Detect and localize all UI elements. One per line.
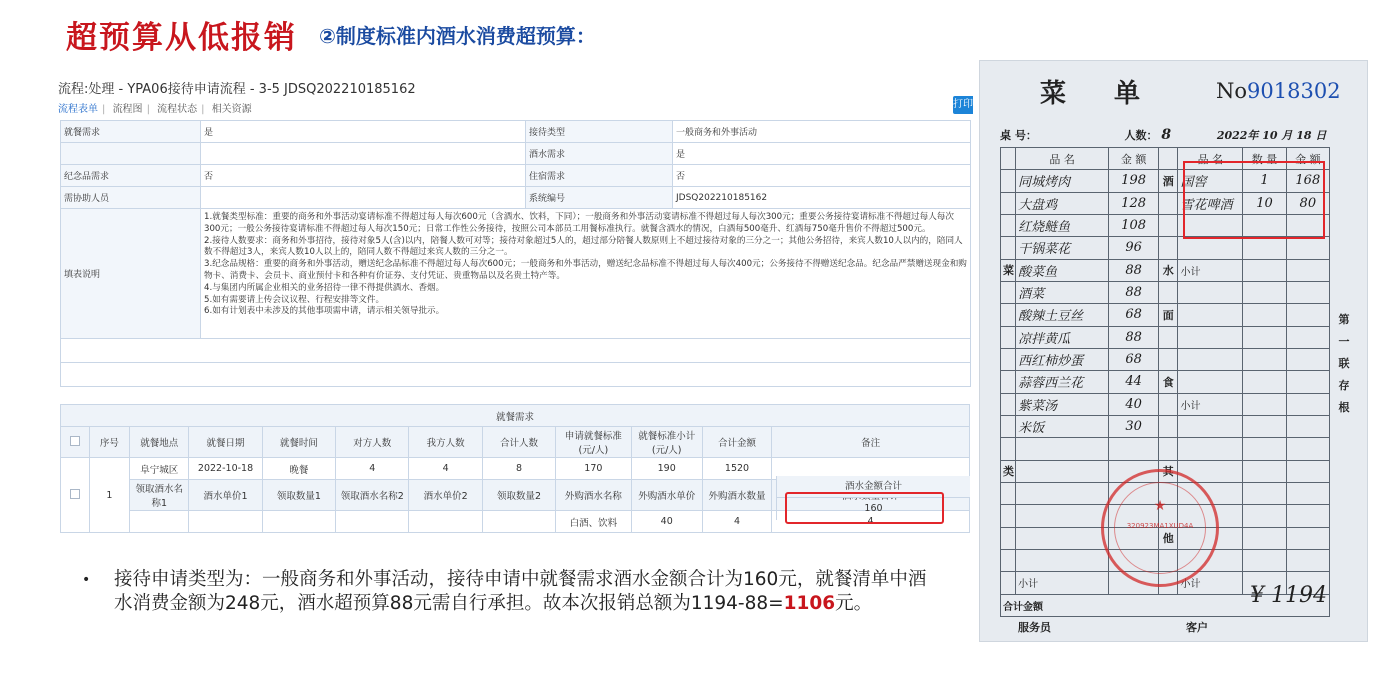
sub-header: 外购酒水数量 bbox=[702, 480, 771, 511]
cell-ext-name: 白酒、饮料 bbox=[556, 511, 631, 533]
sub-header: 外购酒水单价 bbox=[631, 480, 702, 511]
workflow-title: 流程:处理 - YPA06接待申请流程 - 3-5 JDSQ202210185162 bbox=[58, 82, 416, 97]
cell-ext-qty: 4 bbox=[702, 511, 771, 533]
amount-total-value: 160 bbox=[864, 503, 883, 514]
slide-header bbox=[66, 14, 596, 54]
dining-need-value: 是 bbox=[201, 121, 526, 143]
sub-header: 领取酒水名称1 bbox=[130, 480, 189, 511]
customer-label: 客户 bbox=[1186, 621, 1208, 634]
explanation-bullet bbox=[82, 568, 942, 616]
sys-no-value: JDSQ202210185162 bbox=[673, 187, 971, 209]
workflow-tabs: 流程表单 | 流程图 | 流程状态 | 相关资源 bbox=[58, 100, 256, 115]
sub-header: 酒水金额合计 bbox=[777, 476, 970, 498]
row-checkbox[interactable] bbox=[70, 489, 80, 499]
receipt-header-line: 桌 号： 人数： 8 2022年 10 月 18 日 bbox=[1000, 127, 1327, 143]
col-header: 申请就餐标准(元/人) bbox=[556, 427, 631, 458]
highlight-amount: 1106 bbox=[783, 593, 836, 614]
assist-value bbox=[201, 187, 526, 209]
col-header: 合计人数 bbox=[482, 427, 555, 458]
meal-caption: 就餐需求 bbox=[61, 405, 970, 427]
print-button[interactable]: 打印 bbox=[953, 96, 973, 114]
amount-total-cell bbox=[776, 476, 970, 520]
desc-line: 5.如有需要请上传会议议程、行程安排等文件。 bbox=[204, 294, 385, 305]
row-index: 1 bbox=[89, 458, 130, 533]
cell-date: 2022-10-18 bbox=[189, 458, 262, 480]
cell-place: 阜宁城区 bbox=[130, 458, 189, 480]
col-header: 序号 bbox=[89, 427, 130, 458]
sub-header: 领取数量1 bbox=[262, 480, 335, 511]
tab-resources[interactable]: 相关资源 bbox=[211, 104, 252, 115]
assist-label: 需协助人员 bbox=[61, 187, 201, 209]
drinks-highlight-box bbox=[1183, 161, 1325, 239]
col-header: 就餐标准小计(元/人) bbox=[631, 427, 702, 458]
souvenir-need-value: 否 bbox=[201, 165, 526, 187]
cell-time: 晚餐 bbox=[262, 458, 335, 480]
col-header: 对方人数 bbox=[336, 427, 409, 458]
desc-line: 1.就餐类型标准：重要的商务和外事活动宴请标准不得超过每人每次600元（含酒水、饮料，下同）；一般商务和外事活动宴请标准不得超过每人每次300元；重要公务接待宴请标准不得超过每人每次300元；一般公务接待宴请标准不得超过每人每次150元；日常工作性公务接待，按照公司本部员工用餐标准执行。就餐含酒水的情况，白酒每500毫升、红酒每750毫升售价不得超过500元。 bbox=[204, 212, 954, 234]
tab-flowchart[interactable]: 流程图 bbox=[112, 104, 143, 115]
amount-total-value-wrap bbox=[777, 498, 970, 520]
desc-line: 6.如有计划表中未涉及的其他事项需申请，请示相关领导批示。 bbox=[204, 306, 445, 317]
col-header: 就餐日期 bbox=[189, 427, 262, 458]
tab-status[interactable]: 流程状态 bbox=[157, 104, 198, 115]
reception-type-label: 接待类型 bbox=[526, 121, 673, 143]
sub-header: 酒水单价2 bbox=[409, 480, 482, 511]
slide-subtitle: ②制度标准内酒水消费超预算： bbox=[319, 23, 596, 48]
cell-hosts: 4 bbox=[409, 458, 482, 480]
desc-label: 填表说明 bbox=[61, 209, 201, 339]
workflow-screenshot bbox=[58, 74, 973, 544]
bullet-dot: • bbox=[82, 572, 91, 588]
lodging-need-value: 否 bbox=[673, 165, 971, 187]
cell-std-subtotal: 190 bbox=[631, 458, 702, 480]
dining-need-label: 就餐需求 bbox=[61, 121, 201, 143]
cell-std: 170 bbox=[556, 458, 631, 480]
highlight-box bbox=[785, 492, 944, 524]
cell-total-people: 8 bbox=[482, 458, 555, 480]
sub-header: 领取酒水名称2 bbox=[336, 480, 409, 511]
slide-title: 超预算从低报销 bbox=[66, 19, 297, 56]
receipt-grid: 品 名 金 额 品 名 数 量 金 额 同城烤肉 198 酒 国窖 1 168 大盘鸡 128 雪花啤酒 10 80 红烧鲢鱼 108 干锅菜花 96 菜 酸菜鱼 88 水 小计 酒菜 88 酸辣土豆丝 68 面 凉拌黄瓜 88 西红柿炒蛋 68 蒜蓉西兰花 44 食 紫菜汤 40 小计 米饭 30 类 其 他 小计 小计 合计金额 bbox=[1000, 147, 1330, 617]
col-header: 合计金额 bbox=[702, 427, 771, 458]
select-all-checkbox[interactable] bbox=[70, 436, 80, 446]
application-form bbox=[60, 120, 971, 387]
tab-form[interactable]: 流程表单 bbox=[58, 104, 98, 115]
reception-type-value: 一般商务和外事活动 bbox=[673, 121, 971, 143]
sub-header: 领取数量2 bbox=[482, 480, 555, 511]
desc-text bbox=[201, 209, 971, 339]
receipt-photo bbox=[979, 60, 1368, 642]
souvenir-need-label: 纪念品需求 bbox=[61, 165, 201, 187]
cell-amount: 1520 bbox=[702, 458, 771, 480]
desc-line: 4.与集团内所属企业相关的业务招待一律不得提供酒水、香烟。 bbox=[204, 282, 445, 293]
cell-guests: 4 bbox=[336, 458, 409, 480]
sub-header: 酒水单价1 bbox=[189, 480, 262, 511]
sys-no-label: 系统编号 bbox=[526, 187, 673, 209]
col-header: 我方人数 bbox=[409, 427, 482, 458]
cell-qty-total: 4 bbox=[772, 511, 970, 533]
bullet-text: 接待申请类型为：一般商务和外事活动，接待申请中就餐需求酒水金额合计为160元，就餐清单中酒水消费金额为248元，酒水超预算88元需自行承担。故本次报销总额为1194-88=1106元。 bbox=[114, 569, 927, 614]
invoice-stamp: ★ 320923MA1XUD4A bbox=[1101, 469, 1219, 587]
col-header: 就餐时间 bbox=[262, 427, 335, 458]
sub-header: 外购酒水名称 bbox=[556, 480, 631, 511]
receipt-number: No9018302 bbox=[1216, 79, 1341, 103]
receipt-title: 菜单 bbox=[1040, 79, 1189, 109]
lodging-need-label: 住宿需求 bbox=[526, 165, 673, 187]
receipt-stub: 第 一 联 存 根 bbox=[1338, 313, 1350, 414]
col-header: 就餐地点 bbox=[130, 427, 189, 458]
total-amount: ¥ 1194 bbox=[1250, 583, 1327, 608]
desc-line: 3.纪念品规格：重要的商务和外事活动，赠送纪念品标准不得超过每人每次600元；一般商务和外事活动，赠送纪念品标准不得超过每人每次400元；公务接待不得赠送纪念品。纪念品严禁赠送现金和购物卡、消费卡、会员卡、商业预付卡和各种有价证券、支付凭证、贵重物品以及名贵土特产等。 bbox=[204, 259, 967, 281]
waiter-label: 服务员 bbox=[1018, 621, 1051, 634]
drink-need-value: 是 bbox=[673, 143, 971, 165]
desc-line: 2.接待人数要求：商务和外事招待，接待对象5人(含)以内，陪餐人数可对等；接待对象超过5人的，超过部分陪餐人数原则上不超过接待对象的三分之一；其他公务招待，来宾人数10人以内的，陪同人数不得超过3人，来宾人数10人以上的，陪同人数不得超过来宾人数的三分之一。 bbox=[204, 235, 963, 258]
col-header: 备注 bbox=[772, 427, 970, 458]
cell-ext-price: 40 bbox=[631, 511, 702, 533]
drink-need-label: 酒水需求 bbox=[526, 143, 673, 165]
